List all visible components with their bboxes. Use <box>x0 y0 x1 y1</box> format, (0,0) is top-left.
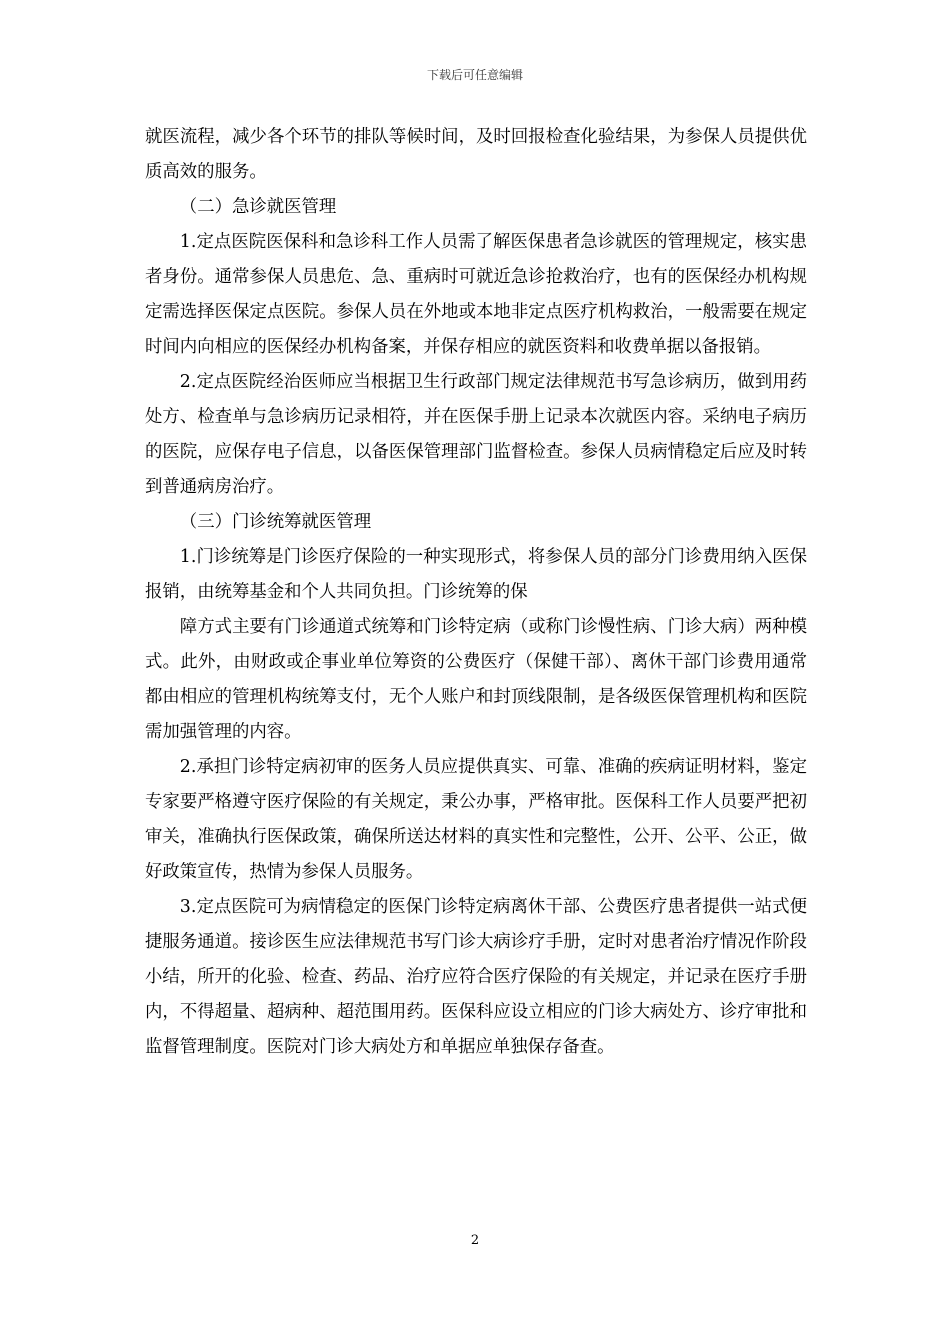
paragraph: 1.门诊统筹是门诊医疗保险的一种实现形式，将参保人员的部分门诊费用纳入医保报销，由统筹基金和个人共同负担。门诊统筹的保 <box>145 547 807 602</box>
paragraph: 2.承担门诊特定病初审的医务人员应提供真实、可靠、准确的疾病证明材料，鉴定专家要严格遵守医疗保险的有关规定，秉公办事，严格审批。医保科工作人员要严把初审关，准确执行医保政策，确保所送达材料的真实性和完整性，公开、公平、公正，做好政策宣传，热情为参保人员服务。 <box>145 757 807 882</box>
paragraph: 1.定点医院医保科和急诊科工作人员需了解医保患者急诊就医的管理规定，核实患者身份。通常参保人员患危、急、重病时可就近急诊抢救治疗，也有的医保经办机构规定需选择医保定点医院。参保人员在外地或本地非定点医疗机构救治，一般需要在规定时间内向相应的医保经办机构备案，并保存相应的就医资料和收费单据以备报销。 <box>145 232 807 357</box>
section-heading: （三）门诊统筹就医管理 <box>179 512 372 532</box>
page-number: 2 <box>470 1233 480 1248</box>
page-header: 下载后可任意编辑 <box>426 68 523 82</box>
document-body <box>145 120 807 1065</box>
paragraph: 就医流程，减少各个环节的排队等候时间，及时回报检查化验结果，为参保人员提供优质高效的服务。 <box>145 127 807 182</box>
section-heading: （二）急诊就医管理 <box>179 197 337 217</box>
paragraph: 3.定点医院可为病情稳定的医保门诊特定病离休干部、公费医疗患者提供一站式便捷服务通道。接诊医生应法律规范书写门诊大病诊疗手册，定时对患者治疗情况作阶段小结，所开的化验、检查、药品、治疗应符合医疗保险的有关规定，并记录在医疗手册内，不得超量、超病种、超范围用药。医保科应设立相应的门诊大病处方、诊疗审批和监督管理制度。医院对门诊大病处方和单据应单独保存备查。 <box>145 897 807 1057</box>
paragraph: 障方式主要有门诊通道式统筹和门诊特定病（或称门诊慢性病、门诊大病）两种模式。此外，由财政或企事业单位筹资的公费医疗（保健干部）、离休干部门诊费用通常都由相应的管理机构统筹支付，无个人账户和封顶线限制，是各级医保管理机构和医院需加强管理的内容。 <box>145 617 807 742</box>
paragraph: 2.定点医院经治医师应当根据卫生行政部门规定法律规范书写急诊病历，做到用药处方、检查单与急诊病历记录相符，并在医保手册上记录本次就医内容。采纳电子病历的医院，应保存电子信息，以备医保管理部门监督检查。参保人员病情稳定后应及时转到普通病房治疗。 <box>145 372 807 497</box>
